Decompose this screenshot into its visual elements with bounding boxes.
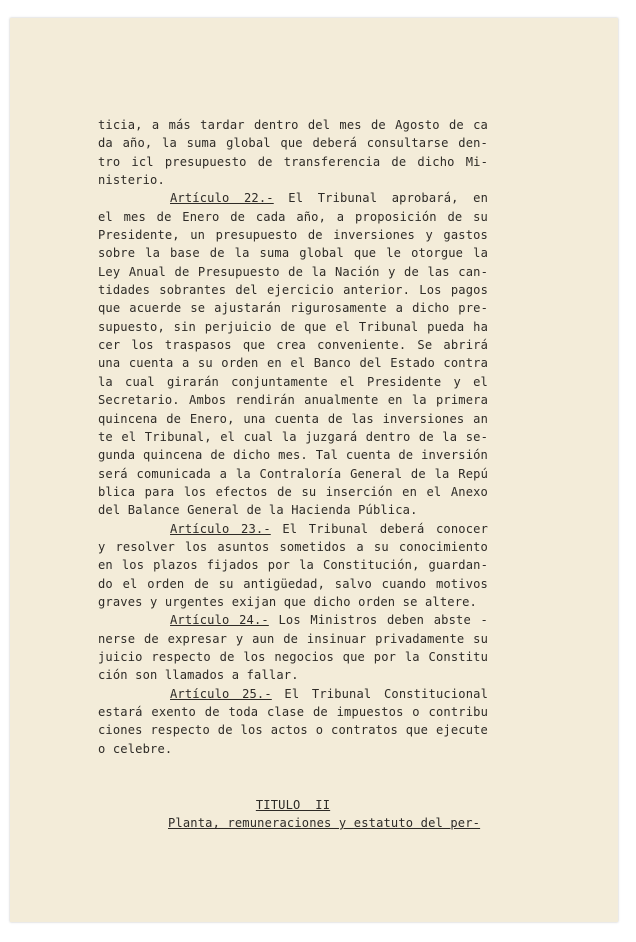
text-line: que acuerde se ajustarán rigurosamente a dicho pre- bbox=[98, 301, 488, 316]
text-line: estará exento de toda clase de impuestos o contribu bbox=[98, 705, 488, 719]
text-line: do el orden de su antigüedad, salvo cuando motivos bbox=[98, 576, 488, 591]
text-fragment: Los Ministros deben abste - bbox=[268, 613, 488, 628]
text-line: te el Tribunal, el cual la juzgará dentro de la se- bbox=[98, 429, 488, 444]
text-line: tro icl presupuesto de transferencia de dicho Mi- bbox=[98, 154, 488, 169]
text-line: gunda quincena de dicho mes. Tal cuenta de inversión bbox=[98, 448, 488, 463]
text-line: ticia, a más tardar dentro del mes de Agosto de ca bbox=[98, 118, 488, 132]
text-line: será comunicada a la Contraloría General de la Repú bbox=[98, 466, 488, 481]
article-heading-line bbox=[98, 611, 488, 629]
spacer bbox=[98, 758, 488, 796]
title-label: TITULO II bbox=[255, 798, 331, 813]
text-line: cer los traspasos que crea conveniente. Se abrirá bbox=[98, 338, 488, 353]
article-heading: Artículo 23.- bbox=[170, 521, 271, 536]
article-heading-line bbox=[98, 189, 488, 207]
article-23 bbox=[98, 520, 488, 612]
text-line: Ley Anual de Presupuesto de la Nación y de las can- bbox=[98, 264, 488, 279]
text-line: en los plazos fijados por la Constitución, guardan- bbox=[98, 558, 488, 573]
text-line: ción son llamados a fallar. bbox=[98, 668, 299, 683]
text-line: Secretario. Ambos rendirán anualmente en la primera bbox=[98, 393, 488, 408]
title-subtitle: Planta, remuneraciones y estatuto del per- bbox=[168, 816, 481, 831]
text-line: la cual girarán conjuntamente el Presidente y el bbox=[98, 374, 488, 389]
text-line: y resolver los asuntos sometidos a su conocimiento bbox=[98, 539, 488, 554]
text-line: juicio respecto de los negocios que por la Constitu bbox=[98, 649, 488, 664]
text-line: sobre la base de la suma global que le otorgue la bbox=[98, 246, 488, 261]
document-page bbox=[10, 18, 618, 922]
text-line: una cuenta a su orden en el Banco del Estado contra bbox=[98, 356, 488, 371]
text-line: Presidente, un presupuesto de inversiones y gastos bbox=[98, 228, 488, 243]
article-heading: Artículo 24.- bbox=[170, 613, 269, 628]
article-22 bbox=[98, 189, 488, 519]
text-line: blica para los efectos de su inserción en el Anexo bbox=[98, 484, 488, 499]
text-line: graves y urgentes exijan que dicho orden se altere. bbox=[98, 594, 477, 609]
article-25 bbox=[98, 685, 488, 758]
document-body bbox=[98, 116, 488, 833]
article-heading-line bbox=[98, 685, 488, 703]
text-line: ciones respecto de los actos o contratos que ejecute bbox=[98, 723, 488, 738]
text-fragment: El Tribunal aprobará, en bbox=[273, 191, 488, 206]
text-line: nisterio. bbox=[98, 173, 165, 188]
article-heading: Artículo 25.- bbox=[170, 686, 272, 701]
text-line: tidades sobrantes del ejercicio anterior. Los pagos bbox=[98, 283, 488, 298]
text-line: el mes de Enero de cada año, a proposición de su bbox=[98, 209, 488, 224]
text-line: quincena de Enero, una cuenta de las inversiones an bbox=[98, 411, 488, 426]
title-subtitle-line bbox=[98, 814, 488, 832]
article-heading: Artículo 22.- bbox=[170, 191, 274, 206]
title-heading bbox=[98, 796, 488, 814]
text-fragment: El Tribunal Constitucional bbox=[271, 686, 488, 701]
article-heading-line bbox=[98, 520, 488, 538]
article-24 bbox=[98, 611, 488, 684]
paragraph-continuation bbox=[98, 116, 488, 189]
text-line: o celebre. bbox=[98, 741, 173, 756]
text-fragment: El Tribunal deberá conocer bbox=[270, 521, 489, 536]
text-line: da año, la suma global que deberá consultarse den- bbox=[98, 136, 488, 151]
text-line: nerse de expresar y aun de insinuar privadamente su bbox=[98, 631, 488, 646]
text-line: del Balance General de la Hacienda Pública. bbox=[98, 503, 418, 518]
text-line: supuesto, sin perjuicio de que el Tribunal pueda ha bbox=[98, 319, 488, 334]
